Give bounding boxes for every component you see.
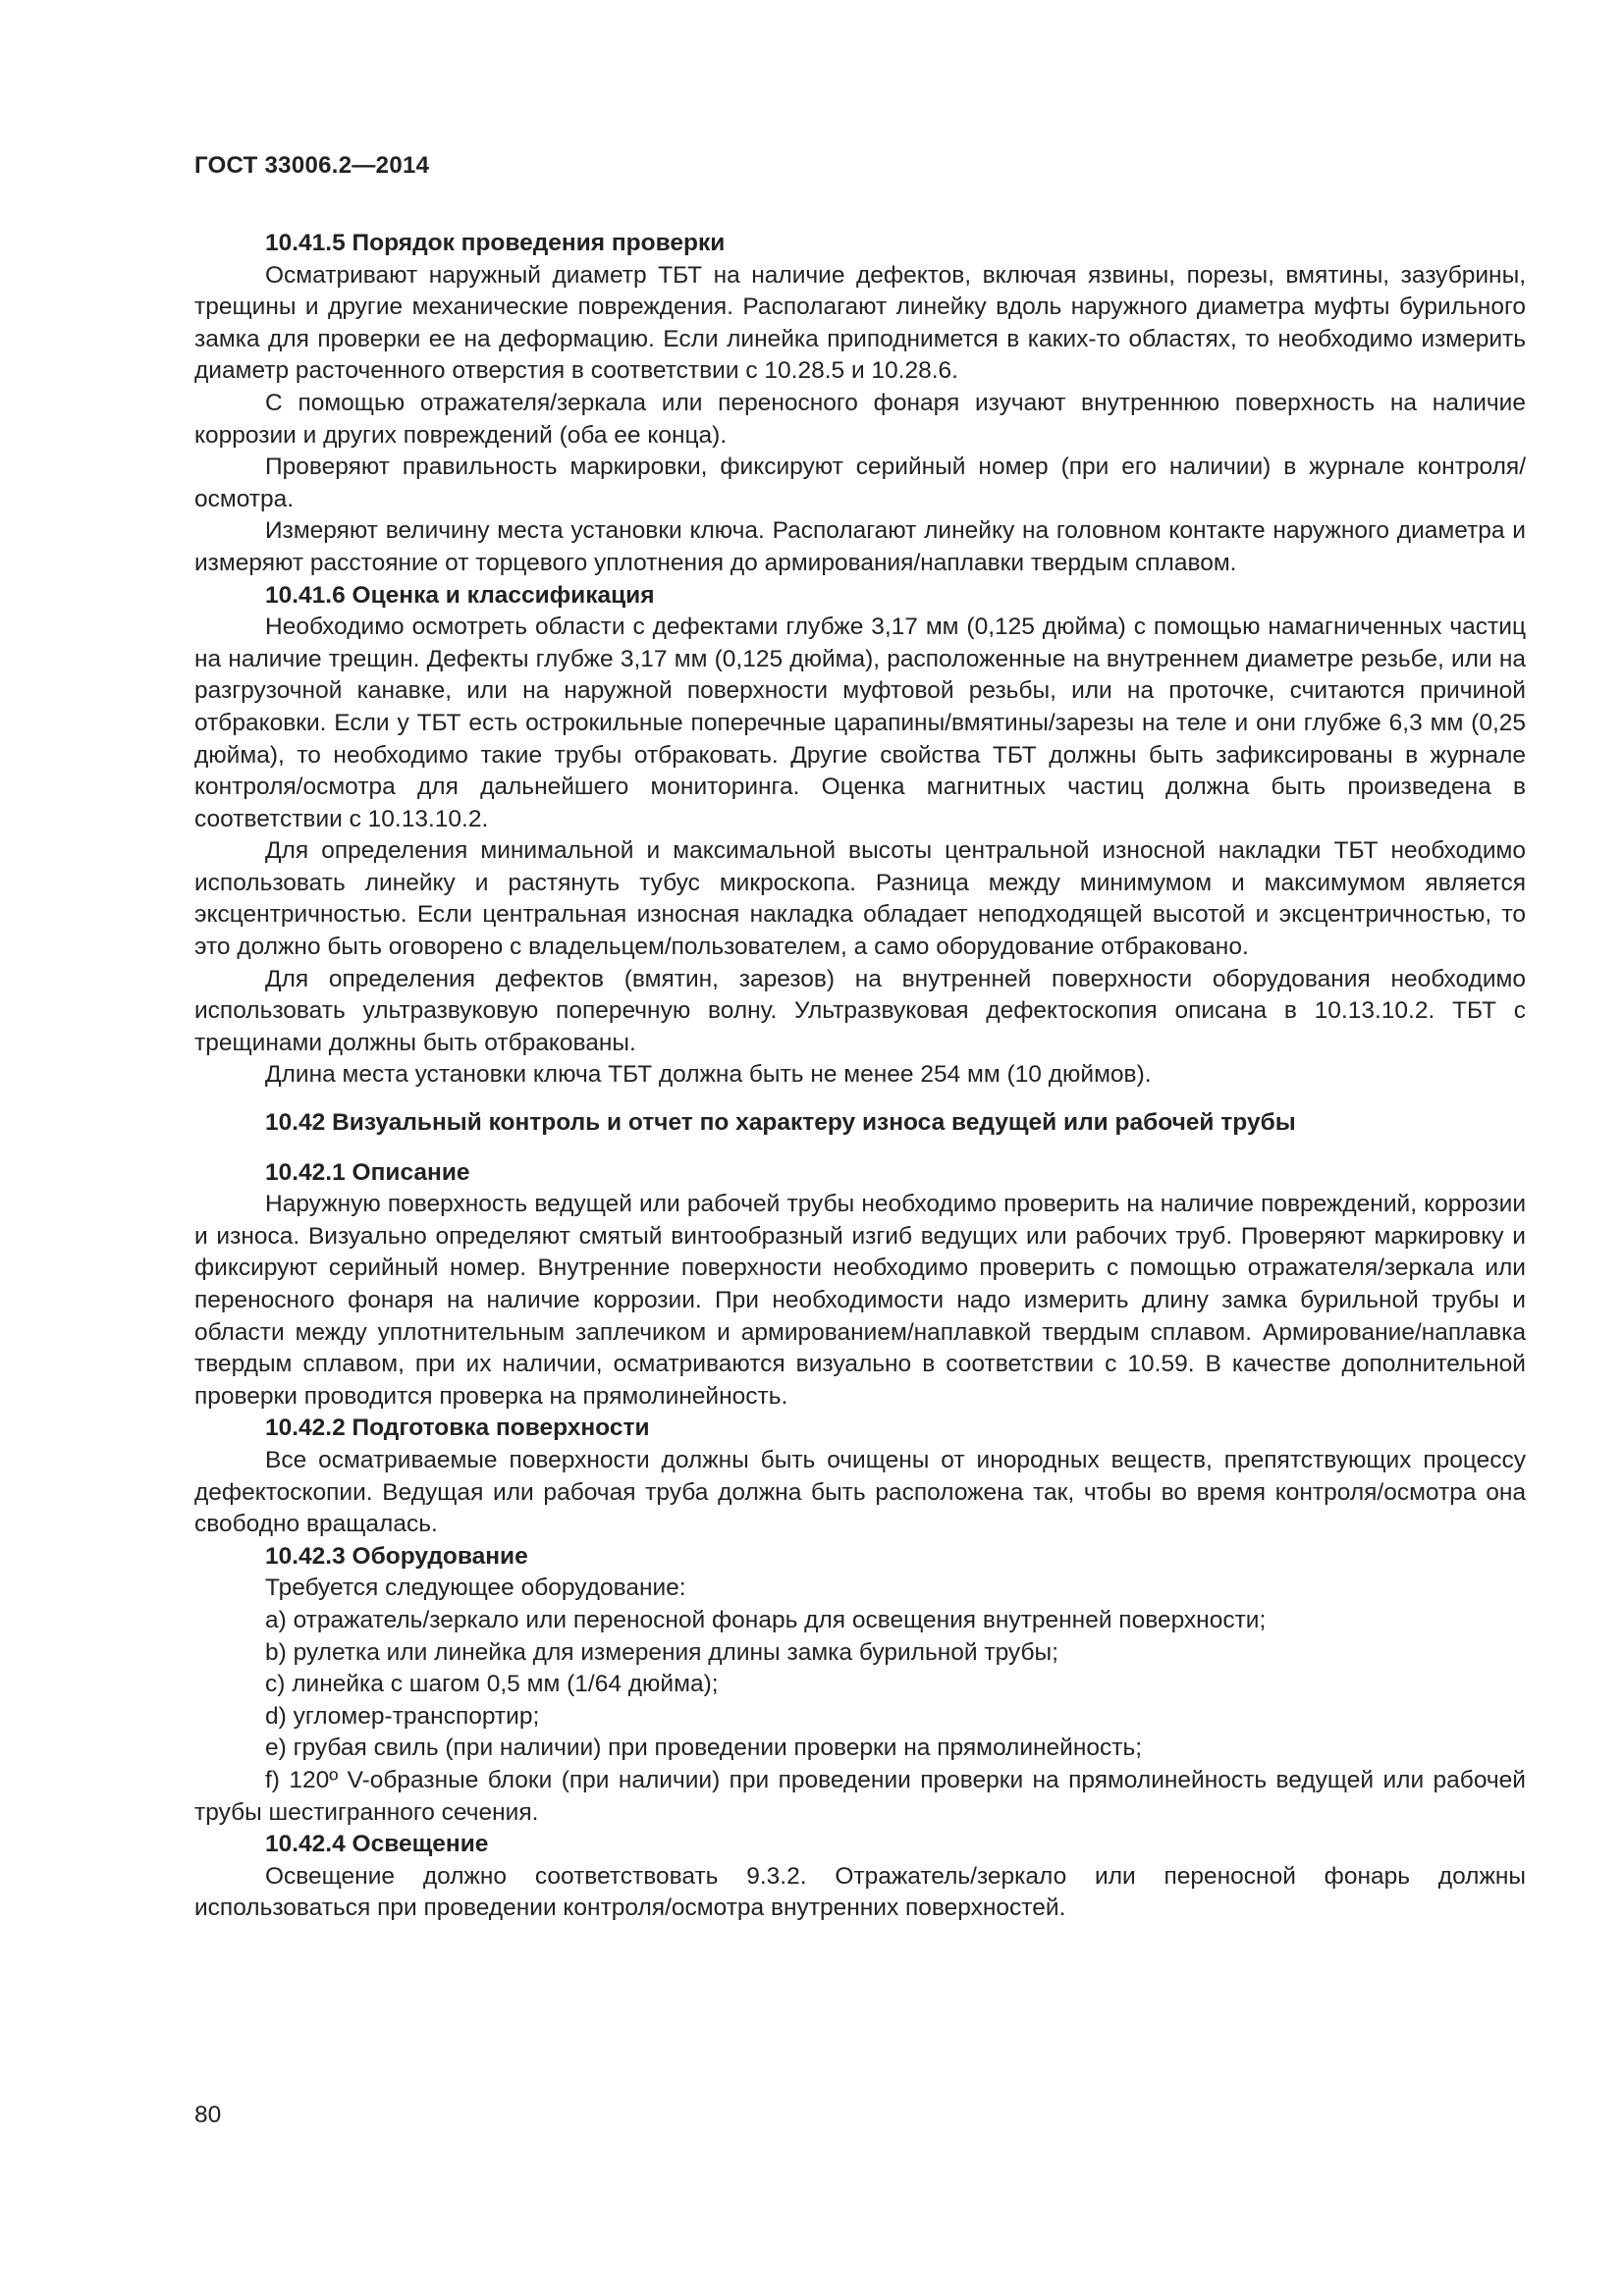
page-content — [194, 228, 1526, 1925]
page-number: 80 — [194, 2102, 222, 2128]
body-paragraph: Освещение должно соответствовать 9.3.2. Отражатель/зеркало или переносной фонарь должны использоваться при проведении контроля/осмотра внутренних поверхностей. — [194, 1862, 1526, 1922]
body-paragraph: Для определения дефектов (вмятин, зарезов) на внутренней поверхности оборудования необходимо использовать ультразвуковую поперечную волну. Ультразвуковая дефектоскопия описана в 10.13.10.2. ТБТ с трещинами должны быть отбракованы. — [194, 965, 1526, 1056]
list-item: f) 120º V-образные блоки (при наличии) при проведении проверки на прямолинейность ведущей или рабочей трубы шестигранного сечения. — [194, 1766, 1526, 1826]
section-heading: 10.42.4 Освещение — [265, 1831, 489, 1858]
section-heading: 10.42.3 Оборудование — [265, 1542, 528, 1570]
body-paragraph: Для определения минимальной и максимальной высоты центральной износной накладки ТБТ необходимо использовать линейку и растянуть тубус микроскопа. Разница между минимумом и максимумом является эксцентричностью. Если центральная износная накладка обладает неподходящей высотой и эксцентричностью, то это должно быть оговорено с владельцем/пользователем, а само оборудование отбраковано. — [194, 837, 1526, 961]
body-paragraph: Длина места установки ключа ТБТ должна быть не менее 254 мм (10 дюймов). — [265, 1061, 1152, 1089]
list-item: e) грубая свиль (при наличии) при проведении проверки на прямолинейность; — [265, 1735, 1143, 1762]
list-item: d) угломер-транспортир; — [265, 1702, 540, 1730]
body-paragraph: Наружную поверхность ведущей или рабочей трубы необходимо проверить на наличие повреждений, коррозии и износа. Визуально определяют смятый винтообразный изгиб ведущих или рабочих труб. Проверяют маркировку и фиксируют серийный номер. Внутренние поверхности необходимо проверить с помощью отражателя/зеркала или переносного фонаря на наличие коррозии. При необходимости надо измерить длину замка бурильной трубы и области между уплотнительным заплечиком и армированием/наплавкой твердым сплавом. Армирование/наплавка твердым сплавом, при их наличии, осматриваются визуально в соответствии с 10.59. В качестве дополнительной проверки проводится проверка на прямолинейность. — [194, 1191, 1526, 1410]
body-paragraph: С помощью отражателя/зеркала или переносного фонаря изучают внутреннюю поверхность на наличие коррозии и других повреждений (оба ее конца). — [194, 389, 1526, 449]
body-paragraph: Требуется следующее оборудование: — [265, 1575, 686, 1602]
list-item: a) отражатель/зеркало или переносной фонарь для освещения внутренней поверхности; — [265, 1606, 1267, 1633]
body-paragraph: Необходимо осмотреть области с дефектами глубже 3,17 мм (0,125 дюйма) с помощью намагниченных частиц на наличие трещин. Дефекты глубже 3,17 мм (0,125 дюйма), расположенные на внутреннем диаметре резьбе, или на разгрузочной канавке, или на наружной поверхности муфтовой резьбы, или на проточке, считаются причиной отбраковки. Если у ТБТ есть острокильные поперечные царапины/вмятины/зарезы на теле и они глубже 6,3 мм (0,25 дюйма), то необходимо такие трубы отбраковать. Другие свойства ТБТ должны быть зафиксированы в журнале контроля/осмотра для дальнейшего мониторинга. Оценка магнитных частиц должна быть произведена в соответствии с 10.13.10.2. — [194, 614, 1526, 832]
section-heading: 10.41.6 Оценка и классификация — [265, 581, 655, 609]
body-paragraph: Осматривают наружный диаметр ТБТ на наличие дефектов, включая язвины, порезы, вмятины, зазубрины, трещины и другие механические повреждения. Располагают линейку вдоль наружного диаметра муфты бурильного замка для проверки ее на деформацию. Если линейка приподнимется в каких-то областях, то необходимо измерить диаметр расточенного отверстия в соответствии с 10.28.5 и 10.28.6. — [194, 261, 1526, 385]
list-item: b) рулетка или линейка для измерения длины замка бурильной трубы; — [265, 1638, 1058, 1666]
list-item: c) линейка с шагом 0,5 мм (1/64 дюйма); — [265, 1671, 719, 1698]
section-heading-main: 10.42 Визуальный контроль и отчет по характеру износа ведущей или рабочей трубы — [265, 1109, 1296, 1137]
section-heading: 10.41.5 Порядок проведения проверки — [265, 230, 726, 256]
section-heading: 10.42.2 Подготовка поверхности — [265, 1415, 650, 1442]
body-paragraph: Проверяют правильность маркировки, фиксируют серийный номер (при его наличии) в журнале контроля/осмотра. — [194, 454, 1526, 512]
section-heading: 10.42.1 Описание — [265, 1158, 470, 1186]
document-header: ГОСТ 33006.2—2014 — [194, 152, 430, 179]
body-paragraph: Все осматриваемые поверхности должны быть очищены от инородных веществ, препятствующих процессу дефектоскопии. Ведущая или рабочая труба должна быть расположена так, чтобы во время контроля/осмотра она свободно вращалась. — [194, 1446, 1526, 1538]
body-paragraph: Измеряют величину места установки ключа. Располагают линейку на головном контакте наружного диаметра и измеряют расстояние от торцевого уплотнения до армирования/наплавки твердым сплавом. — [194, 517, 1526, 576]
